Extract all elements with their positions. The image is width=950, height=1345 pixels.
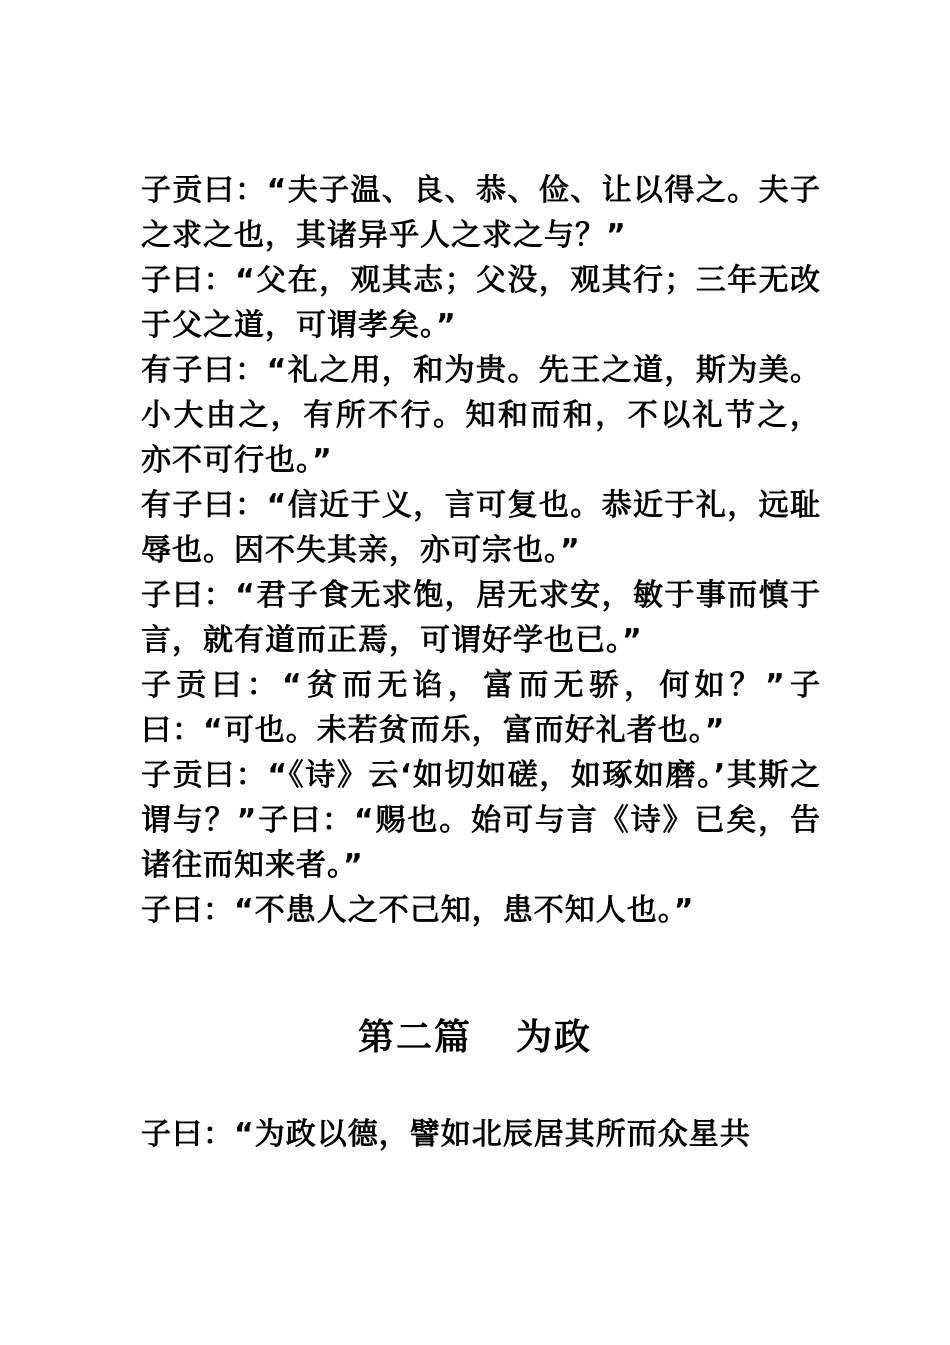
paragraph: 子贡曰：“贫而无谄，富而无骄，何如？”子曰：“可也。未若贫而乐，富而好礼者也。”: [141, 668, 821, 748]
paragraph: 有子曰：“礼之用，和为贵。先王之道，斯为美。小大由之，有所不行。知和而和，不以礼节之，亦不可行也。”: [141, 353, 821, 478]
chapter-text-block: [141, 1112, 821, 1157]
paragraph: 子曰：“父在，观其志；父没，观其行；三年无改于父之道，可谓孝矣。”: [141, 263, 821, 343]
paragraph: 子贡曰：“《诗》云‘如切如磋，如琢如磨。’其斯之谓与？”子曰：“赐也。始可与言《诗》已矣，告诸往而知来者。”: [141, 758, 821, 883]
paragraph: 子曰：“为政以德，譬如北辰居其所而众星共: [141, 1117, 751, 1152]
paragraph: 有子曰：“信近于义，言可复也。恭近于礼，远耻辱也。因不失其亲，亦可宗也。”: [141, 488, 821, 568]
paragraph: 子曰：“君子食无求饱，居无求安，敏于事而慎于言，就有道而正焉，可谓好学也已。”: [141, 578, 821, 658]
chapter-number: 第二篇: [357, 1016, 472, 1058]
paragraph: 子曰：“不患人之不己知，患不知人也。”: [141, 893, 695, 928]
chapter-heading: [0, 1012, 950, 1062]
text-block: [141, 168, 821, 933]
chapter-title: 为政: [516, 1016, 593, 1058]
paragraph: 子贡曰：“夫子温、良、恭、俭、让以得之。夫子之求之也，其诸异乎人之求之与？”: [141, 173, 821, 253]
